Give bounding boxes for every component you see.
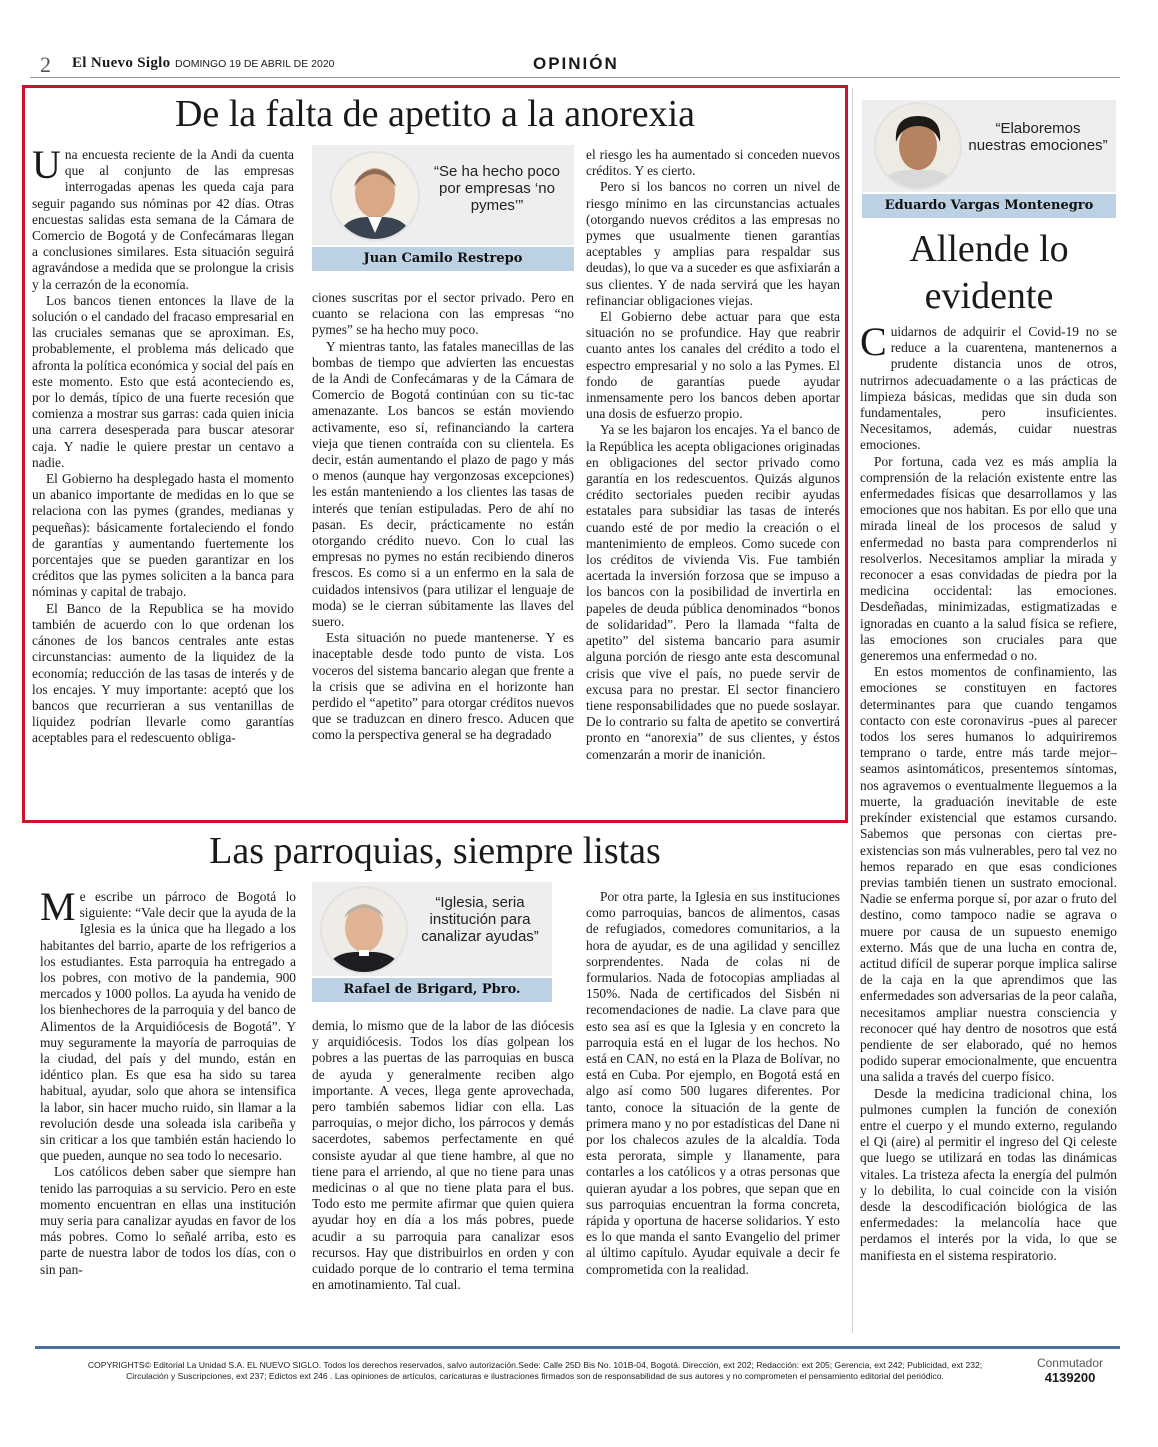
article1-column-2 <box>312 290 574 813</box>
article3-column-3 <box>586 889 840 1331</box>
article1-column-3 <box>586 147 840 813</box>
page-number: 2 <box>40 52 51 77</box>
article3-paragraph: Por otra parte, la Iglesia en sus instituciones como parroquias, bancos de alimentos, casas de refugiados, comedores comunitarios, a la hora de ayudar, es de una agilidad y sencillez sorprendentes. Nada de colas ni de formularios. Nada de fotocopias ampliadas al 150%. Nada de certificados del Sisbén ni recomendaciones de nadie. La clave para que esto sea así es que la Iglesia y en concreto la parroquia está en el lugar de los hechos. No está en CAN, no está en la Plaza de Bolívar, no está en Cuba. Por ejemplo, en Bogotá está en algo así como 500 lugares diferentes. Por tanto, conoce la situación de la gente de primera mano y no por estadísticas del Dane ni por los chalecos azules de la alcaldía. Toda esta perorata, simple y llanamente, para contarles a los católicos y a otras personas que quieran ayudar a los pobres, que sepan que en sus parroquias encuentran la forma concreta, rápida y oportuna de hacerse solidarios. Y esto es lo que manda el santo Evangelio del primer al último capítulo. Ayudar equivale a decir fe comprometida con la realidad. <box>586 889 840 1277</box>
article3-paragraph: demia, lo mismo que de la labor de las diócesis y arquidiócesis. Todos los días golpean los pobres a las puertas de las parroquias en busca de ayuda y generalmente reciben algo importante. A veces, llega gente aprovechada, pero también sabemos lidiar con ella. Las parroquias, o mejor dicho, los párrocos y demás sacerdotes, sabemos perfectamente en qué consiste ayudar al que tiene hambre, al que no tiene para el arriendo, al que no tiene para unas medicinas o al que no tiene plata para el bus. Todo esto me permite afirmar que quien quiera ayudar hoy en día a los más pobres, puede acudir a su parroquia para canalizar esos recursos. Hay que distribuirlos en orden y con cuidado porque de lo contrario el tema termina en amotinamiento. Tal cual. <box>312 1018 574 1293</box>
article1-paragraph: El Gobierno debe actuar para que esta situación no se profundice. Hay que reabrir cuanto antes los canales del crédito a todo el espectro empresarial y no solo a las Pymes. El fondo de garantías puede ayudar inmensamente pero los bancos deben aportar una dosis de esfuerzo propio. <box>586 309 840 422</box>
author-photo-brigard <box>322 888 406 972</box>
quote-card-brigard <box>312 882 552 1004</box>
drop-cap: C <box>860 324 887 364</box>
article1-paragraph: el riesgo les ha aumentado si conceden nuevos créditos. Y es cierto. <box>586 147 840 179</box>
switchboard-number: 4139200 <box>1044 1370 1096 1385</box>
article3-paragraph: Me escribe un párroco de Bogotá lo siguiente: “Vale decir que la ayuda de la Iglesia es la única que ha llegado a los habitantes del barrio, aparte de los refrigerios a los estudiantes. Esta parroquia ha entregado a los pobres, con motivo de la pandemia, 900 mercados y 1000 pollos. La ayuda ha venido de los bienhechores de la parroquia y del banco de Alimentos de la Arquidiócesis de Bogotá”. Y muy seguramente la mayoría de parroquias de la ciudad, del país y del mundo, están en idéntico plan. Es que esa ha sido su tarea habitual, ayudar, solo que ahora se intensifica la labor, sin hacer mucho ruido, sin llamar a la revolución desde una soleada isla caribeña y sin criticar a los que también están haciendo lo que pueden, aunque no sea todo lo necesario. <box>40 889 296 1164</box>
article3-paragraph: Los católicos deben saber que siempre han tenido las parroquias a su servicio. Pero en este momento encuentran en ellas una institución muy seria para canalizar ayudas en favor de los más pobres. Como lo señalé arriba, esto es parte de nuestra labor de todos los días, con o sin pan- <box>40 1164 296 1277</box>
article1-paragraph: Los bancos tienen entonces la llave de la solución o el candado del fracaso empresarial en las cruciales semanas que se aproximan. Es, probablemente, el problema más delicado que afronta la política económica y social del país en este momento. Esto que está aconteciendo es, por lo demás, típico de una fuerte recesión que comienza a mostrar sus garras: cada quien inicia una carrera desesperada para buscar atesorar caja. Y nadie le quiere prestar un centavo a nadie. <box>32 292 294 470</box>
article3-column-2 <box>312 1018 574 1331</box>
article3-column-1 <box>40 889 296 1331</box>
newspaper-name: El Nuevo Siglo <box>72 55 171 71</box>
pull-quote: “Elaboremos nuestras emociones” <box>968 120 1108 154</box>
footer-rule <box>35 1346 1120 1349</box>
copyright-line-1: COPYRIGHTS© Editorial La Unidad S.A. EL NUEVO SIGLO. Todos los derechos reservados, salvo autorización.Sede: Calle 25D Bis No. 101B-04, Bogotá. Dirección, ext 202; Redacción: ext 205; Gerencia, ext 242; Publicidad, ext 232; <box>87 1360 983 1370</box>
article1-paragraph: El Banco de la Republica se ha movido también de acuerdo con lo que ordenan los cánones de los bancos centrales ante estas circunstancias: aumento de la liquidez de la economía; reducción de las tasas de interés y de los encajes. Y muy importante: aceptó que los bancos que recurrieran a sus ventanillas de liquidez podrían llevarle como garantías aceptables para el redescuento obliga- <box>32 600 294 746</box>
switchboard-label: Conmutador <box>1036 1356 1104 1370</box>
article1-paragraph: Y mientras tanto, las fatales manecillas de las bombas de tiempo que advierten las encuestas de la Andi de Confecámaras y de la Cámara de Comercio de Bogotá continúan con su tic-tac amenazante. Los bancos se están moviendo activamente, eso sí, refinanciando la cartera vieja que tienen contraída con su clientela. Es decir, están aumentando el plazo de pago y más o menos (aunque hay vergonzosas excepciones) les están manteniendo a los clientes las tasas de interés que tenían estipuladas. Pero de ahí no pasan. Es decir, prácticamente no están otorgando crédito nuevo. Con lo cual las empresas no pymes no están recibiendo dineros frescos. Es como si a un enfermo en la sala de cuidados intensivos (para utilizar el lenguaje de moda) se le cierran súbitamente las llaves del suero. <box>312 338 574 630</box>
quote-card-restrepo <box>312 145 574 273</box>
article-title-allende: Allende lo evidente <box>909 228 1069 317</box>
article1-column-1 <box>32 147 294 813</box>
pull-quote: “Se ha hecho poco por empresas ‘no pymes’” <box>434 163 560 214</box>
article1-paragraph: Ya se les bajaron los encajes. Ya el banco de la República les acepta obligaciones originadas en obligaciones del sector privado como garantía en los redescuentos. Quizás algunos crédito sectoriales pueden recibir ayudas estatales para subsidiar las tasas de interés cuando esté de por medio la creación o el mantenimiento de empleos. Como sucede con los créditos de vivienda Vis. Fue también acertada la inversión forzosa que se impuso a los bancos con la posibilidad de invertirla en papeles de deuda pública denominados “bonos de solidaridad”. Pero la llamada “falta de apetito” del sistema bancario para asumir alguna porción de riesgo ante esta descomunal crisis que vive el país, no puede servir de excusa para no prestar. El sector financiero tiene responsabilidades que no puede soslayar. De lo contrario su falta de apetito se convertirá pronto en “anorexia” de sus clientes, y éstos comenzarán a morir de inanición. <box>586 422 840 762</box>
pull-quote: “Iglesia, seria institución para canalizar ayudas” <box>421 894 539 945</box>
author-name: Eduardo Vargas Montenegro <box>862 194 1116 218</box>
article1-paragraph: Esta situación no puede mantenerse. Y es inaceptable desde todo punto de vista. Los voceros del sistema bancario alegan que frente a la crisis que se adivina en el horizonte han perdido el “apetito” para otorgar créditos nuevos que se traduzcan en dinero fresco. Aducen que como la perspectiva general se ha degradado <box>312 630 574 743</box>
copyright-line-2: Circulación y Suscripciones, ext 237; Edictos ext 246 . Las opiniones de artículos, caricaturas e ilustraciones firmados son de responsabilidad de sus autores y no comprometen el pensamiento editorial del periódico. <box>126 1371 944 1381</box>
author-photo-vargas <box>876 104 960 188</box>
copyright-notice <box>40 1360 1030 1382</box>
article2-paragraph: Por fortuna, cada vez es más amplia la comprensión de la relación existente entre las enfermedades físicas que desarrollamos y las emociones que nos habitan. Es por ello que una mirada lineal de los procesos de salud y enfermedad no basta para comprenderlos ni resolverlos. Necesitamos ampliar la mirada y reconocer a esas convidadas de piedra por la medicina occidental: las emociones. Desdeñadas, minimizadas, estigmatizadas e ignoradas en cuanto a la salud física se refiere, las emociones son cruciales para que generemos una enfermedad o no. <box>860 453 1117 664</box>
article-title-parroquias: Las parroquias, siempre listas <box>209 830 661 872</box>
article1-paragraph: El Gobierno ha desplegado hasta el momento un abanico importante de medidas en lo que se relaciona con las pymes (grandes, medianas y pequeñas): básicamente fortaleciendo el fondo de garantías y aumentando fuertemente los porcentajes que se pueden garantizar en los créditos que las pymes soliciten a la banca para nóminas y capital de trabajo. <box>32 471 294 600</box>
header-rule <box>30 77 1120 78</box>
article2-paragraph: En estos momentos de confinamiento, las emociones se constituyen en factores determinantes para que cuando tengamos contacto con este coronavirus -pues al parecer todos los seres humanos lo adquiriremos temprano o tarde, entre más tarde mejor– seamos asintomáticos, presentemos síntomas, nos agravemos o eventualmente lleguemos a la muerte, la graduación inevitable de este prekínder existencial que estamos cursando. Sabemos que personas con ciertas pre-existencias son más vulnerables, pero tal vez no hemos reparado en que esas condiciones previas también tienen un sustrato emocional. Nadie se enferma porque sí, por azar o fruto del destino, como tampoco nadie se agrava o muere por causa de un supuesto enemigo externo. Más que de una lucha en contra de, actitud difícil de superar porque implica salirse de la caja en la que aprendimos que las enfermedades son adversarias de la peor calaña, necesitamos ampliar nuestra consciencia y reconocer qué hay dentro de nosotros que está pendiente de ser elaborado, qué no hemos podido superar emocionalmente, que encuentra una salida a través del cuerpo físico. <box>860 664 1117 1085</box>
article1-paragraph: Una encuesta reciente de la Andi da cuenta que al conjunto de las empresas interrogadas apenas les queda caja para seguir pagando sus nóminas por 42 días. Otras encuestas salidas esta semana de la Cámara de Comercio de Bogotá y de Confecámaras llegan a conclusiones similares. Esta situación seguirá agravándose a medida que se prolongue la crisis y la cerrazón de la economía. <box>32 147 294 292</box>
section-title: OPINIÓN <box>533 54 619 73</box>
article2-column <box>860 324 1117 1332</box>
article2-paragraph: Desde la medicina tradicional china, los pulmones cumplen la función de conexión entre el cuerpo y el mundo externo, regulando el Qi (aire) al permitir el ingreso del Qi celeste que luego se utilizará en todas las dinámicas vitales. La tristeza afecta la energía del pulmón y lo debilita, lo cual coincide con la visión desde la descodificación biológica de las enfermedades: la melancolía hace que perdamos el interés por la vida, lo que se manifiesta en el sistema respiratorio. <box>860 1085 1117 1263</box>
article1-paragraph: Pero si los bancos no corren un nivel de riesgo mínimo en las circunstancias actuales (otorgando nuevos créditos a las empresas no pymes que usualmente tienen garantías aceptables y amplias para respaldar sus deudas), lo que va a suceder es que asfixiarán a sus clientes. Y de nada servirá que les hayan refinanciar obligaciones viejas. <box>586 179 840 308</box>
article-title-anorexia: De la falta de apetito a la anorexia <box>174 93 696 135</box>
drop-cap: U <box>32 147 61 187</box>
issue-date: DOMINGO 19 DE ABRIL DE 2020 <box>175 58 335 70</box>
author-photo-restrepo <box>332 153 418 239</box>
column-divider <box>852 88 853 1333</box>
article1-paragraph: ciones suscritas por el sector privado. Pero en cuanto se relaciona con las empresas “no pymes” se ha hecho muy poco. <box>312 290 574 338</box>
author-name: Juan Camilo Restrepo <box>312 247 574 271</box>
quote-card-vargas <box>862 100 1116 220</box>
author-name: Rafael de Brigard, Pbro. <box>312 978 552 1002</box>
drop-cap: M <box>40 889 76 929</box>
article2-paragraph: Cuidarnos de adquirir el Covid-19 no se reduce a la cuarentena, mantenernos a prudente distancia unos de otros, nutrirnos adecuadamente o a las prácticas de limpieza básicas, medidas que sin duda son fundamentales, pero insuficientes. Necesitamos, además, cuidar nuestras emociones. <box>860 324 1117 453</box>
